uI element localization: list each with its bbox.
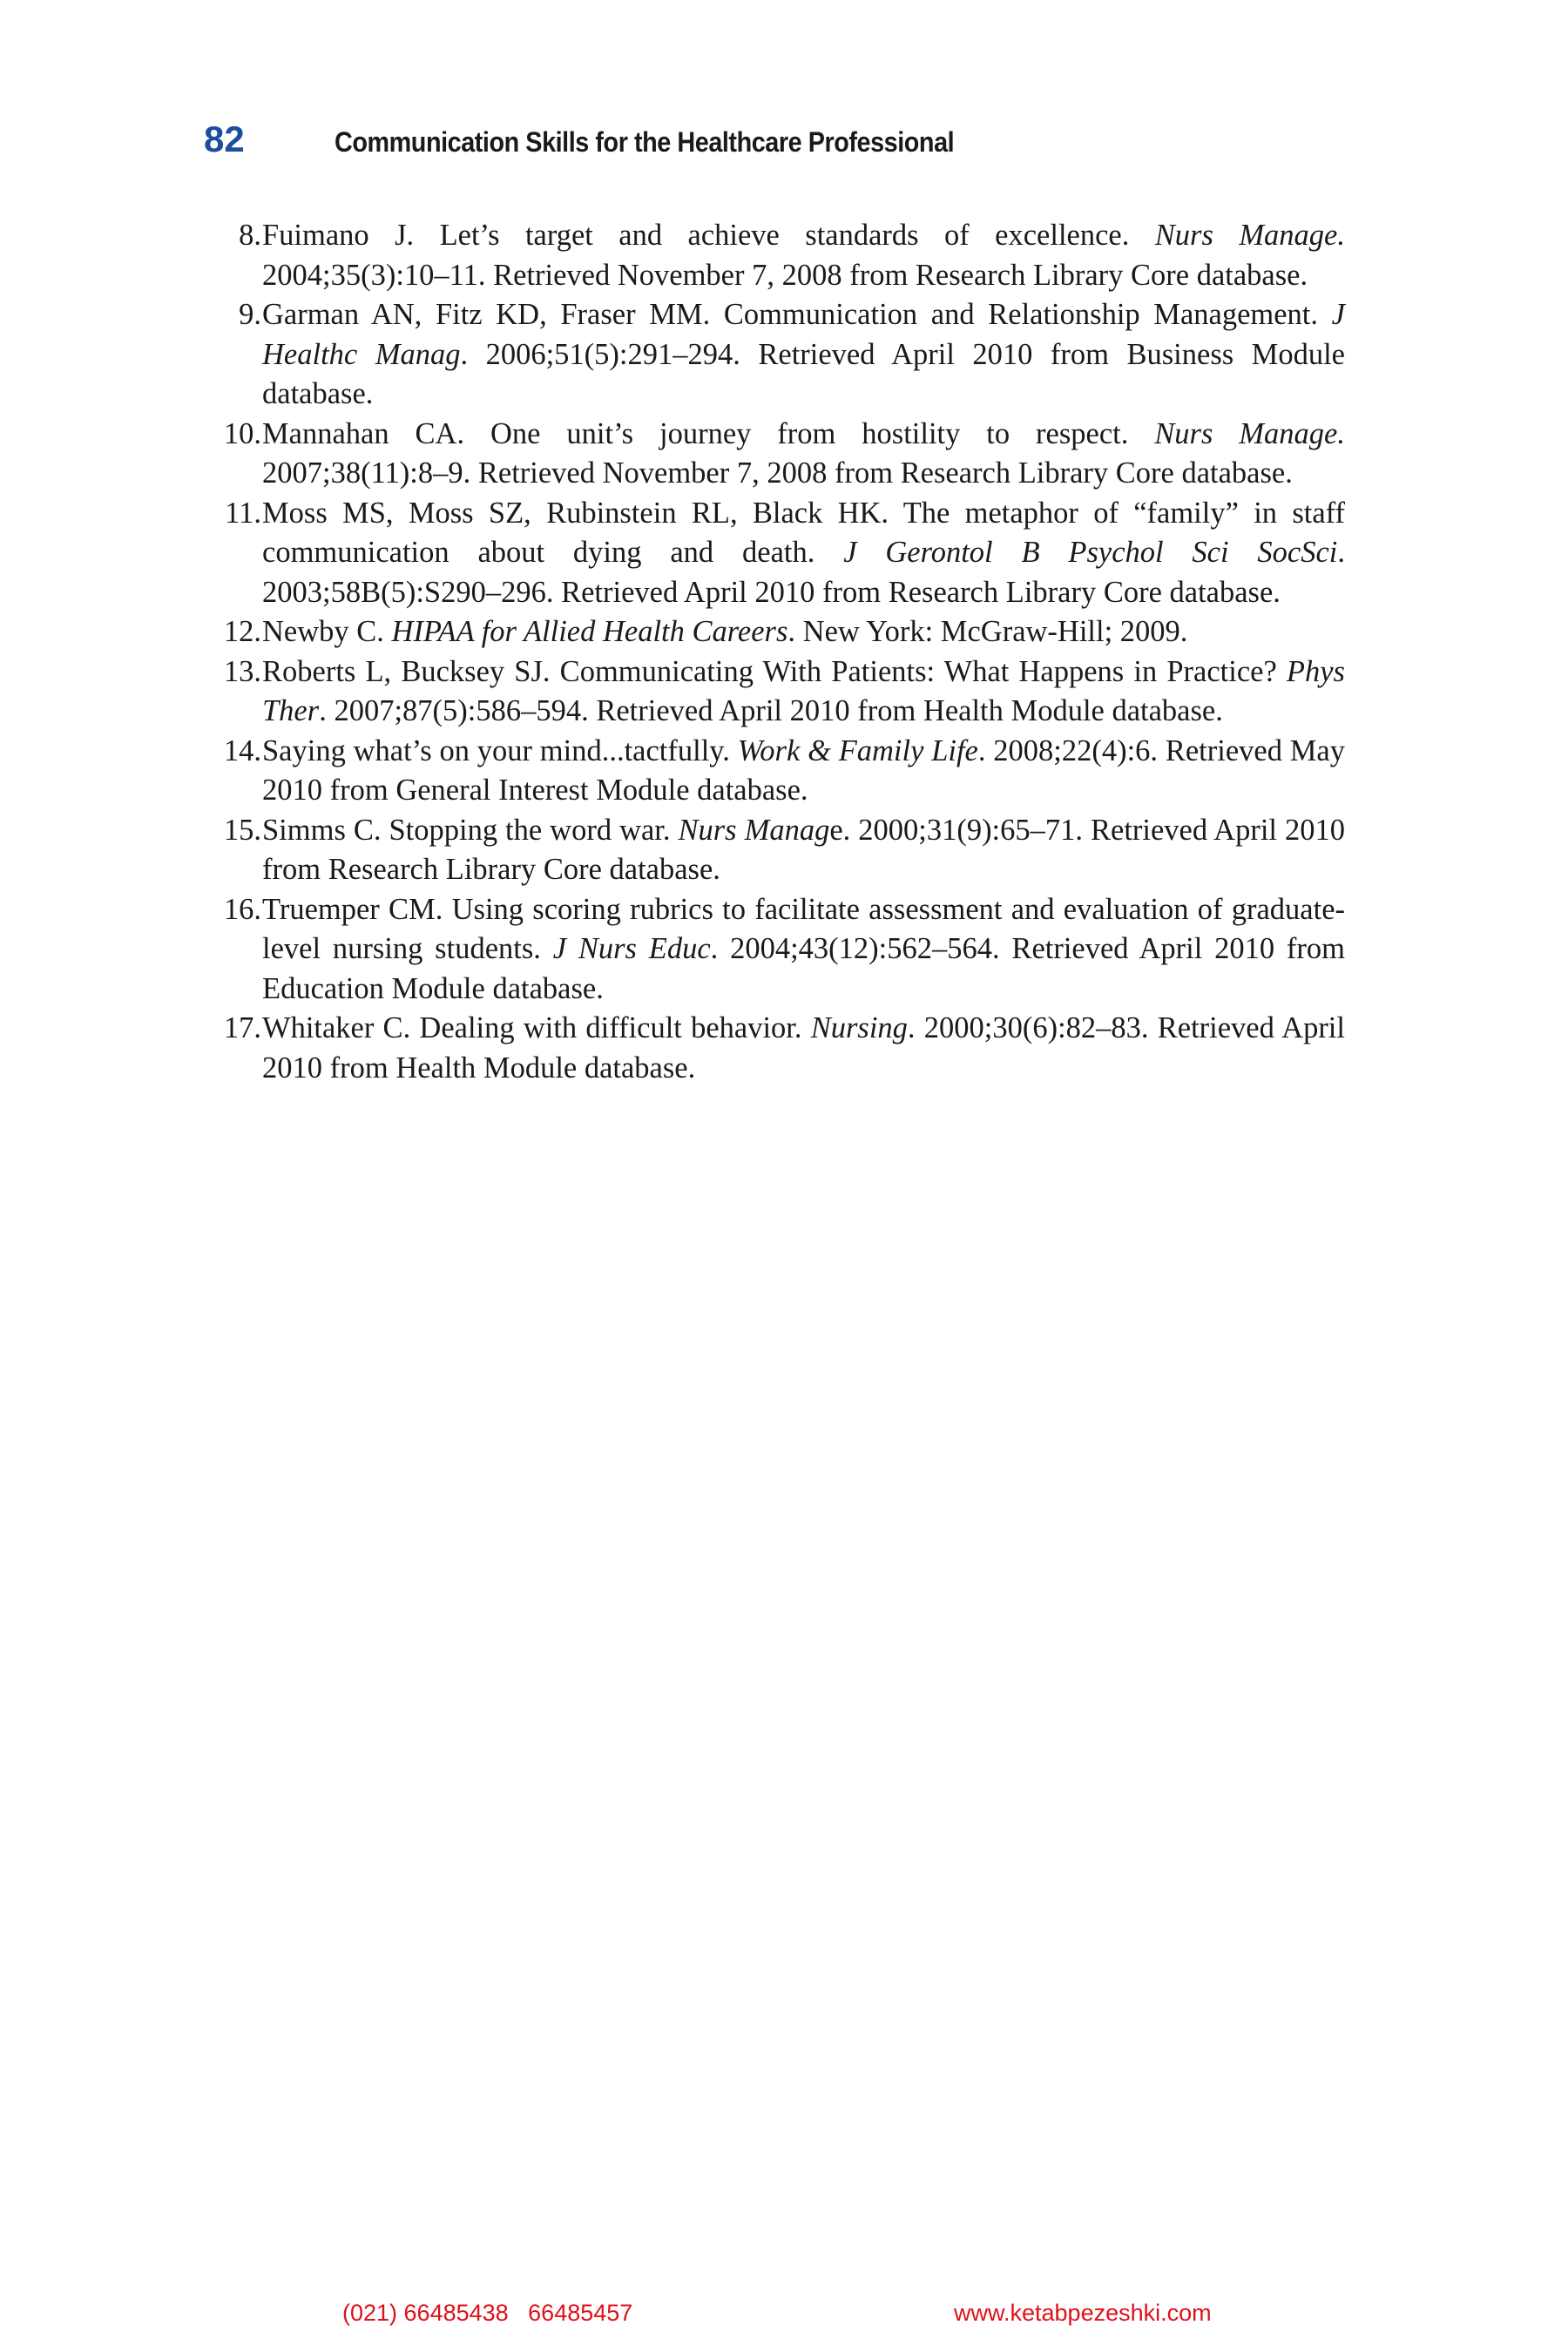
- reference-text: [262, 732, 1345, 811]
- reference-text: [262, 890, 1345, 1010]
- reference-item: [174, 216, 1345, 295]
- reference-number: 11.: [225, 496, 261, 530]
- reference-text-segment: 2007;38(11):8–9. Retrieved November 7, 2008 from Research Library Core database.: [262, 456, 1293, 490]
- reference-number: 8.: [239, 219, 261, 252]
- reference-number: 12.: [223, 615, 261, 648]
- reference-item: [174, 652, 1345, 732]
- reference-text-segment: Truemper CM. Using scoring rubrics to facilitate assessment and evaluation of graduate-level nursing students.: [262, 892, 1345, 965]
- reference-text: [262, 415, 1345, 494]
- reference-source-title: HIPAA for Allied Health Careers: [391, 615, 788, 648]
- reference-source-title: Nurs Manage.: [1154, 219, 1345, 252]
- reference-number: 10.: [223, 416, 261, 450]
- reference-list: [174, 216, 1345, 1088]
- reference-text-segment: Mannahan CA. One unit’s journey from hostility to respect.: [262, 416, 1155, 450]
- reference-text: [262, 811, 1345, 890]
- reference-item: [174, 494, 1345, 613]
- reference-text-segment: . 2000;30(6):82–83. Retrieved April 2010 from Health Module database.: [262, 1011, 1345, 1085]
- reference-text-segment: Moss MS, Moss SZ, Rubinstein RL, Black HK. The metaphor of “family” in staff communication about dying and death.: [262, 496, 1345, 569]
- reference-text-segment: 2004;35(3):10–11. Retrieved November 7, 2008 from Research Library Core database.: [262, 258, 1308, 292]
- reference-text: [262, 494, 1345, 613]
- reference-source-title: Phys Ther: [262, 654, 1345, 727]
- reference-text-segment: . 2004;43(12):562–564. Retrieved April 2010 from Education Module database.: [262, 932, 1345, 1005]
- running-head: [204, 118, 1336, 171]
- reference-number: 15.: [223, 813, 261, 847]
- reference-text-segment: Garman AN, Fitz KD, Fraser MM. Communication and Relationship Management.: [262, 298, 1332, 331]
- reference-text-segment: Whitaker C. Dealing with difficult behavior.: [262, 1011, 811, 1044]
- reference-text-segment: . 2008;22(4):6. Retrieved May 2010 from General Interest Module database.: [262, 733, 1345, 807]
- footer-phone: (021) 66485438 66485457: [342, 2300, 633, 2326]
- reference-text: [262, 652, 1345, 732]
- reference-text-segment: Saying what’s on your mind...tactfully.: [262, 733, 738, 767]
- reference-text-segment: Simms C. Stopping the word war.: [262, 813, 679, 847]
- reference-number: 9.: [239, 298, 261, 331]
- reference-text-segment: e. 2000;31(9):65–71. Retrieved April 2010 from Research Library Core database.: [262, 813, 1345, 886]
- reference-item: [174, 890, 1345, 1010]
- reference-text-segment: . 2006;51(5):291–294. Retrieved April 2010 from Business Module database.: [262, 337, 1345, 410]
- footer: [0, 2300, 1568, 2335]
- page-number: 82: [204, 118, 245, 159]
- reference-source-title: J Healthc Manag: [262, 298, 1345, 371]
- reference-source-title: J Nurs Educ: [552, 932, 711, 965]
- reference-text: [262, 1009, 1345, 1088]
- footer-url[interactable]: www.ketabpezeshki.com: [954, 2300, 1212, 2326]
- reference-text-segment: Newby C.: [262, 615, 392, 648]
- reference-text-segment: Roberts L, Bucksey SJ. Communicating With Patients: What Happens in Practice?: [262, 654, 1287, 688]
- reference-text-segment: Fuimano J. Let’s target and achieve standards of excellence.: [262, 219, 1155, 252]
- reference-number: 13.: [223, 654, 261, 688]
- reference-text: [262, 216, 1345, 295]
- reference-text-segment: . 2003;58B(5):S290–296. Retrieved April 2010 from Research Library Core database.: [262, 536, 1345, 609]
- reference-text-segment: . New York: McGraw-Hill; 2009.: [787, 615, 1188, 648]
- reference-text: [262, 612, 1345, 652]
- reference-number: 17.: [223, 1011, 261, 1044]
- reference-source-title: Nurs Manage.: [1154, 416, 1345, 450]
- reference-item: [174, 415, 1345, 494]
- book-title: Communication Skills for the Healthcare Professional: [335, 126, 955, 158]
- reference-item: [174, 732, 1345, 811]
- reference-text: [262, 295, 1345, 415]
- reference-source-title: Work & Family Life: [737, 733, 978, 767]
- reference-source-title: Nurs Manag: [678, 813, 830, 847]
- reference-item: [174, 811, 1345, 890]
- reference-item: [174, 1009, 1345, 1088]
- reference-source-title: J Gerontol B Psychol Sci SocSci: [843, 536, 1338, 569]
- reference-number: 16.: [223, 892, 261, 926]
- reference-item: [174, 612, 1345, 652]
- reference-item: [174, 295, 1345, 415]
- reference-number: 14.: [223, 733, 261, 767]
- reference-text-segment: . 2007;87(5):586–594. Retrieved April 2010 from Health Module database.: [319, 694, 1223, 727]
- reference-source-title: Nursing: [810, 1011, 908, 1044]
